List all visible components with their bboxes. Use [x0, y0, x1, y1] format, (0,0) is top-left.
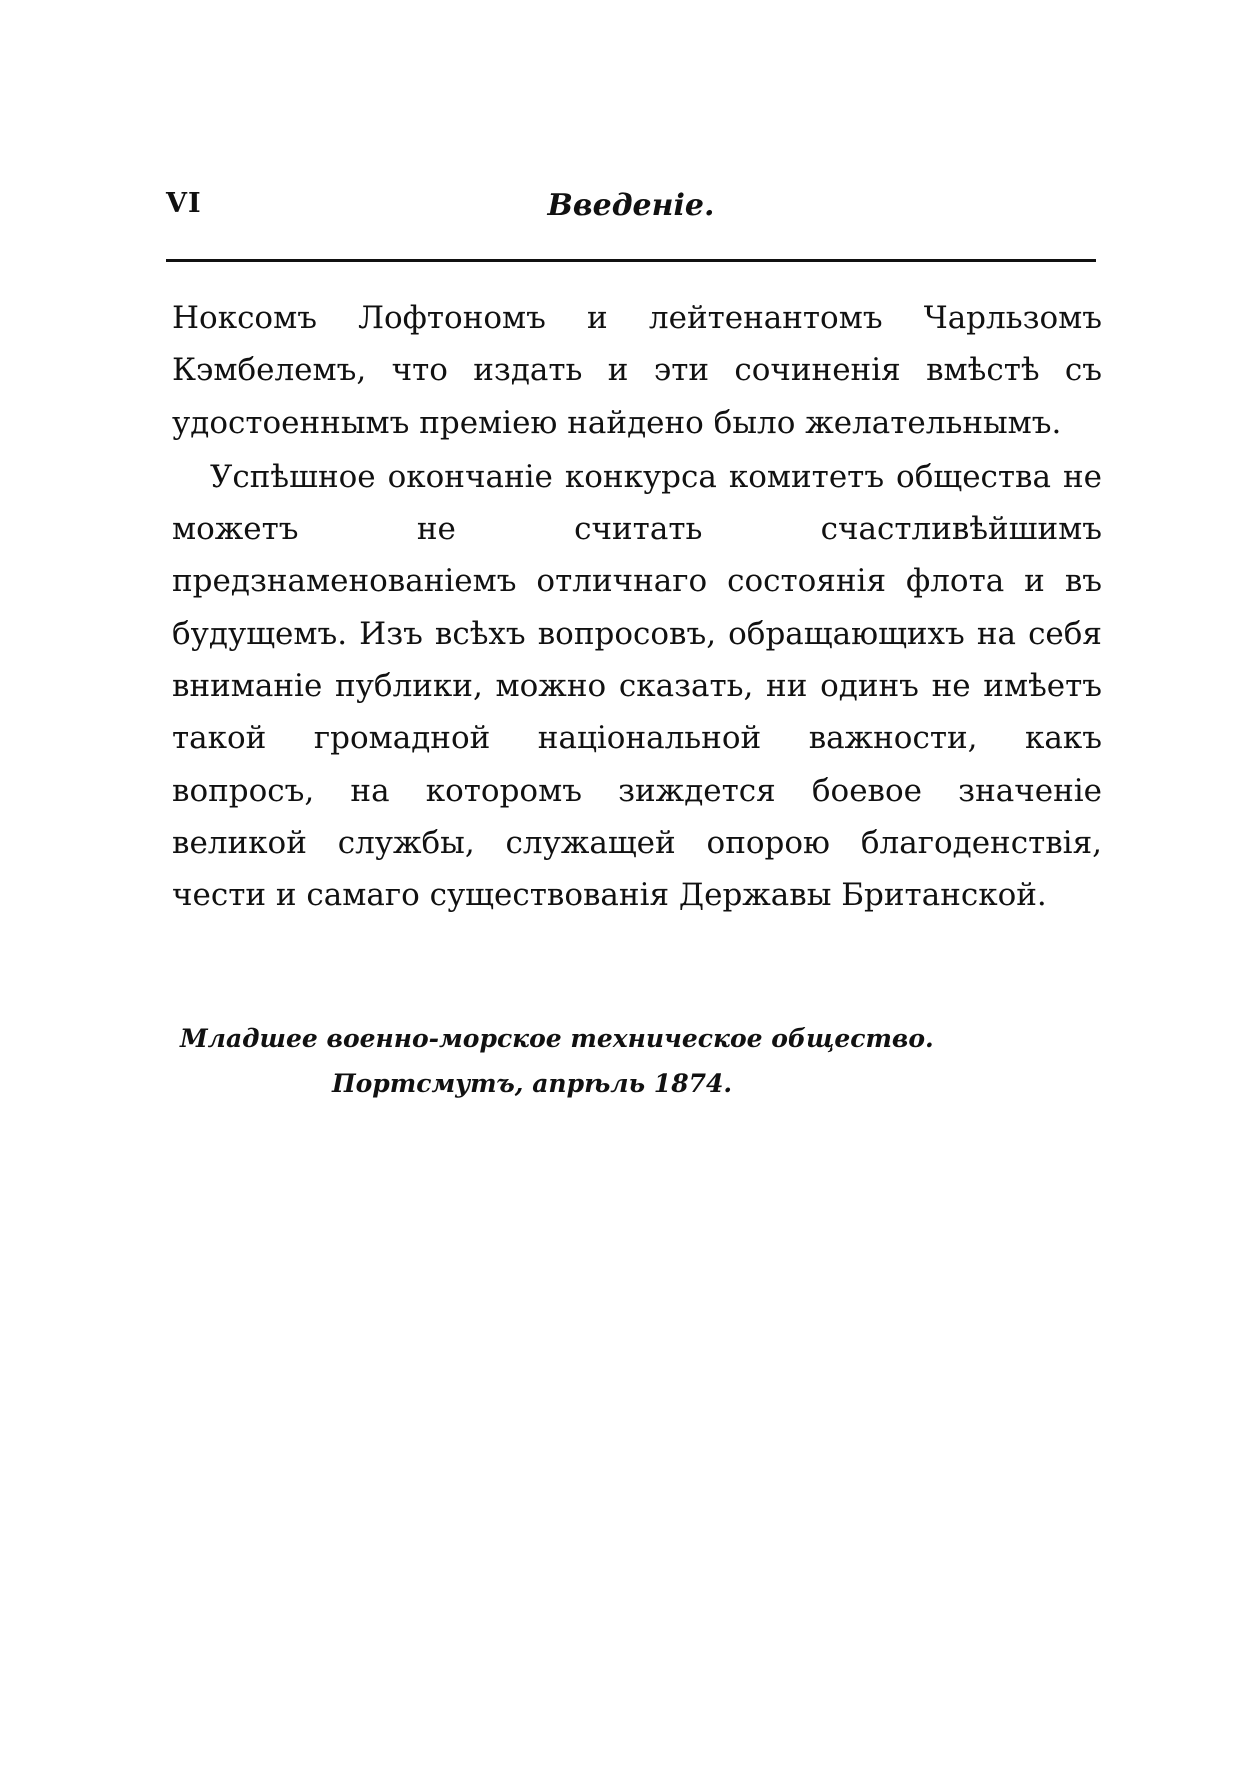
signature-organization: Младшее военно-морское техническое общество.: [180, 1024, 934, 1053]
page-header: [166, 188, 1096, 234]
paragraph: Успѣшное окончаніе конкурса комитетъ общества не можетъ не считать счастливѣйшимъ предзнаменованіемъ отличнаго состоянія флота и въ будущемъ. Изъ всѣхъ вопросовъ, обращающихъ на себя вниманіе публики, можно сказать, ни одинъ не имѣетъ такой громадной національной важности, какъ вопросъ, на которомъ зиждется боевое значеніе великой службы, служащей опорою благоденствія, чести и самаго существованія Державы Британской.: [172, 458, 1102, 914]
body-text: [172, 292, 1102, 922]
signature-block: [180, 1016, 1080, 1106]
paragraph-continuation: Ноксомъ Лофтономъ и лейтенантомъ Чарльзомъ Кэмбелемъ, что издать и эти сочиненія вмѣстѣ съ удостоеннымъ преміею найдено было желательнымъ.: [172, 300, 1102, 441]
running-title: Введеніе.: [547, 188, 715, 223]
signature-place-date: Портсмутъ, апрѣль 1874.: [332, 1069, 733, 1098]
page-number: VI: [166, 188, 202, 219]
header-rule: [166, 259, 1096, 262]
